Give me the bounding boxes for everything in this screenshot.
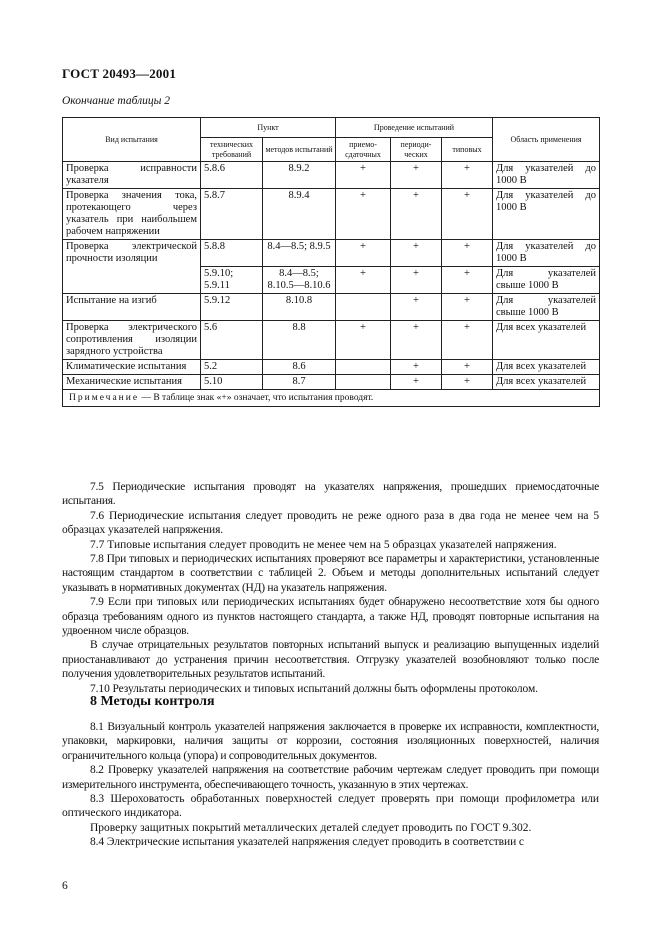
row-scope: Для всех указателей — [493, 321, 600, 360]
row-periodic: + — [391, 240, 442, 267]
paragraph-7-9: 7.9 Если при типовых или периодических испытаниях будет обнаружено несоответствие хотя бы одного образца требованиям одного из пунктов настоящего стандарта, а также НД, проводят повторные испытания на удвоенном числе образцов. — [62, 596, 599, 638]
paragraph-7-10: 7.10 Результаты периодических и типовых испытаний должны быть оформлены протоколом. — [90, 682, 538, 695]
row-type: + — [442, 360, 493, 375]
row-type: + — [442, 240, 493, 267]
header-type: типовых — [442, 138, 493, 162]
header-test-type: Вид испытания — [63, 118, 201, 162]
table-row — [63, 189, 600, 240]
row-method: 8.6 — [263, 360, 336, 375]
table-row — [63, 294, 600, 321]
row-acceptance — [336, 375, 391, 390]
section7-text — [62, 480, 599, 696]
row-name: Климатические испытания — [63, 360, 201, 375]
row-periodic: + — [391, 267, 442, 294]
table-caption: Окончание таблицы 2 — [62, 95, 170, 107]
row-periodic: + — [391, 294, 442, 321]
row-acceptance: + — [336, 267, 391, 294]
table-row — [63, 321, 600, 360]
row-method: 8.7 — [263, 375, 336, 390]
row-scope: Для указателей до 1000 В — [493, 189, 600, 240]
row-type: + — [442, 189, 493, 240]
section-8-title: 8 Методы контроля — [90, 694, 215, 709]
row-name: Проверка электрической прочности изоляции — [63, 240, 201, 294]
paragraph-8-3b: Проверку защитных покрытий металлических деталей следует проводить по ГОСТ 9.302. — [90, 821, 532, 834]
header-clause-tech: технических требований — [201, 138, 263, 162]
row-scope: Для указателей свыше 1000 В — [493, 267, 600, 294]
header-clause-methods: методов испытаний — [263, 138, 336, 162]
row-scope: Для всех указателей — [493, 375, 600, 390]
row-type: + — [442, 375, 493, 390]
row-acceptance — [336, 360, 391, 375]
row-type: + — [442, 267, 493, 294]
note-label: Примечание — [69, 393, 140, 403]
paragraph-8-4: 8.4 Электрические испытания указателей напряжения следует проводить в соответствии с — [90, 836, 524, 849]
standard-header: ГОСТ 20493—2001 — [62, 66, 177, 81]
paragraph-8-2: 8.2 Проверку указателей напряжения на соответствие рабочим чертежам следует проводить при помощи измерительного инструмента, обеспечивающего точность, указанную в этих чертежах. — [62, 764, 599, 791]
note-text: — В таблице знак «+» означает, что испытания проводят. — [139, 393, 374, 403]
test-table — [62, 117, 600, 407]
row-scope: Для указателей до 1000 В — [493, 162, 600, 189]
row-name: Проверка значения тока, протекающего через указатель при наибольшем рабочем напряжении — [63, 189, 201, 240]
paragraph-8-1: 8.1 Визуальный контроль указателей напряжения заключается в проверке их исправности, комплектности, упаковки, маркировки, наличия защиты от коррозии, состояния изоляционных поверхностей, наличия ограничительного кольца (упора) и сопроводительных документов. — [62, 721, 599, 762]
header-acceptance: приемо-сдаточных — [336, 138, 391, 162]
header-periodic: периоди-ческих — [391, 138, 442, 162]
row-acceptance: + — [336, 162, 391, 189]
row-method: 8.9.4 — [263, 189, 336, 240]
row-scope: Для указателей до 1000 В — [493, 240, 600, 267]
section8-text — [62, 720, 599, 850]
row-acceptance: + — [336, 240, 391, 267]
table-row — [63, 162, 600, 189]
row-periodic: + — [391, 321, 442, 360]
row-periodic: + — [391, 360, 442, 375]
row-tech: 5.8.8 — [201, 240, 263, 267]
row-name: Механические испытания — [63, 375, 201, 390]
row-name: Испытание на изгиб — [63, 294, 201, 321]
row-acceptance: + — [336, 321, 391, 360]
paragraph-8-3: 8.3 Шероховатость обработанных поверхностей следует проверять при помощи профилометра или оптического индикатора. — [62, 793, 599, 820]
page-number: 6 — [62, 880, 68, 892]
row-method: 8.4—8.5; 8.10.5—8.10.6 — [263, 267, 336, 294]
row-acceptance: + — [336, 189, 391, 240]
paragraph-7-9b: В случае отрицательных результатов повторных испытаний выпуск и реализацию выпущенных изделий приостанавливают до устранения причин несоответствия. Отгрузку указателей возобновляют только после получения удовлетворительных результатов испытаний. — [62, 639, 599, 681]
row-tech: 5.8.6 — [201, 162, 263, 189]
row-method: 8.4—8.5; 8.9.5 — [263, 240, 336, 267]
header-clause: Пункт — [201, 118, 336, 138]
row-tech: 5.9.10; 5.9.11 — [201, 267, 263, 294]
row-type: + — [442, 162, 493, 189]
row-scope: Для указателей свыше 1000 В — [493, 294, 600, 321]
row-tech: 5.10 — [201, 375, 263, 390]
row-method: 8.9.2 — [263, 162, 336, 189]
row-tech: 5.6 — [201, 321, 263, 360]
row-name: Проверка электрического сопротивления изоляции зарядного устройства — [63, 321, 201, 360]
row-periodic: + — [391, 375, 442, 390]
table-row — [63, 360, 600, 375]
row-method: 8.8 — [263, 321, 336, 360]
table-row — [63, 375, 600, 390]
row-type: + — [442, 294, 493, 321]
row-tech: 5.9.12 — [201, 294, 263, 321]
paragraph-7-7: 7.7 Типовые испытания следует проводить не менее чем на 5 образцах указателей напряжения. — [90, 538, 557, 551]
row-acceptance — [336, 294, 391, 321]
header-scope: Область применения — [493, 118, 600, 162]
row-periodic: + — [391, 189, 442, 240]
header-conducting: Проведение испытаний — [336, 118, 493, 138]
paragraph-7-5: 7.5 Периодические испытания проводят на указателях напряжения, прошедших приемосдаточные испытания. — [62, 481, 599, 508]
paragraph-7-8: 7.8 При типовых и периодических испытаниях проверяют все параметры и характеристики, установленные настоящим стандартом в соответствии с таблицей 2. Объем и методы дополнительных испытаний следует указывать в нормативных документах (НД) на указатель напряжения. — [62, 553, 599, 594]
row-periodic: + — [391, 162, 442, 189]
table-row — [63, 240, 600, 267]
paragraph-7-6: 7.6 Периодические испытания следует проводить не реже одного раза в два года не менее чем на 5 образцах указателей напряжения. — [62, 509, 599, 537]
row-scope: Для всех указателей — [493, 360, 600, 375]
table-note-row — [63, 390, 600, 407]
row-method: 8.10.8 — [263, 294, 336, 321]
row-tech: 5.8.7 — [201, 189, 263, 240]
row-tech: 5.2 — [201, 360, 263, 375]
table-note — [63, 390, 600, 407]
row-name: Проверка исправности указателя — [63, 162, 201, 189]
row-type: + — [442, 321, 493, 360]
